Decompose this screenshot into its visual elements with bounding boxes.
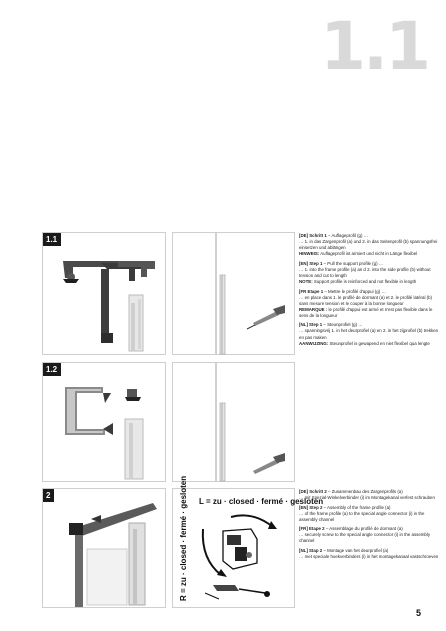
instruction-line (299, 267, 439, 279)
instruction-heading: REMARQUE : (299, 306, 328, 312)
instruction-heading: [NL] Stap 2 (299, 547, 323, 553)
instruction-text: – Mettre le profilé d'appui (g) … (323, 288, 386, 294)
instruction-paragraph (299, 548, 439, 560)
instruction-line (299, 532, 439, 544)
step-1-2-profile-panel (42, 362, 166, 482)
instruction-heading: HINWEIS: (299, 251, 320, 257)
instruction-text: … mit Spezial-Winkelverbinder (i) im Montagekanal verfest schrauben (299, 495, 435, 501)
instruction-paragraph (299, 505, 439, 523)
instruction-line (299, 554, 439, 560)
instruction-line (299, 295, 439, 307)
instruction-text: … 1. in das Zargenprofil (a) und 2. in das Seitenprofil (b) spannungsfrei einsetzen und ablängen (299, 239, 438, 251)
step-2-instructions (299, 489, 439, 564)
side-profile-illustration (43, 363, 165, 481)
instruction-text: – Steunprofiel (g) … (322, 322, 363, 328)
instruction-text: … met speciale hoekverbinders (i) in het montagekanaal vastschroeven (299, 554, 439, 560)
step-badge: 2 (43, 489, 54, 502)
instruction-heading: [EN] Step 1 (299, 260, 323, 266)
instruction-heading: [DE] Schritt 1 (299, 233, 327, 238)
section-number: 1.1 (320, 8, 428, 85)
instruction-text: Support profile is reinforced and not flexible in length (312, 279, 417, 285)
instruction-text: – Auflageprofil (g) … (326, 233, 369, 238)
page-number: 5 (415, 608, 421, 618)
support-profile-illustration (173, 363, 294, 481)
step-1-1-profile-panel (42, 232, 166, 355)
step-2-profile-panel (42, 488, 166, 608)
instruction-heading: [FR Etape 1 (299, 288, 324, 294)
instruction-line (299, 251, 439, 257)
support-profile-illustration (173, 233, 294, 354)
step-1-instructions (299, 233, 439, 350)
step-1-2-support-panel (172, 362, 295, 482)
instruction-text: Steunprofiel is gewapend en niet flexibel qua lengte (328, 340, 430, 346)
instruction-line (299, 495, 439, 501)
instruction-paragraph (299, 233, 439, 257)
instruction-text: – Montage van het deurprofiel (a) (322, 547, 389, 553)
instruction-line (299, 341, 439, 347)
instruction-text: – Zusammenbau des Zargenprofils (a) (326, 489, 403, 494)
instruction-text: … en place dans 1. le profilé de dormant (a) et 2. le profilé latéral (b) sans mesure tension et le couper à la bonne longueur (299, 294, 433, 306)
step-badge: 1.1 (43, 233, 61, 246)
instruction-paragraph (299, 289, 439, 319)
closed-right-label: R = zu · closed · fermé · gesloten (179, 475, 188, 601)
closed-left-label: L = zu · closed · fermé · gesloten (199, 497, 324, 506)
instruction-heading: [NL] Step 1 (299, 322, 323, 328)
instruction-line (299, 279, 439, 285)
instruction-text: … spanningsvrij 1. in het deurprofiel (a) en 2. in het zijprofiel (b) trekken en pas maken (299, 328, 439, 340)
instruction-text: … 1. into the frame profile (a) an d 2. into the side profile (b) without tension and cut to length (299, 266, 431, 278)
instruction-paragraph (299, 489, 439, 501)
instruction-heading: [EN] Step 2 (299, 504, 323, 510)
instruction-paragraph (299, 526, 439, 544)
instruction-paragraph (299, 322, 439, 346)
instruction-text: le profilé d'appui est armé et n'est pas flexible dans le sens de la longueur (299, 306, 433, 318)
instruction-text: Auflageprofil ist armiert und nicht in Länge flexibel (319, 251, 418, 257)
instruction-line (299, 307, 439, 319)
instruction-text: – Assemblage du profilé de dormant (a) (324, 526, 403, 532)
instruction-heading: NOTE: (299, 279, 313, 285)
instruction-text: … securely screw to the special angle connector (i) in the assembly channel (299, 532, 431, 544)
instruction-line (299, 239, 439, 251)
instruction-paragraph (299, 261, 439, 285)
step-badge: 1.2 (43, 363, 61, 376)
instruction-text: … of the frame profile (a) to the special angle connector (i) in the assembly channel (299, 510, 425, 522)
instruction-line (299, 511, 439, 523)
frame-profile-illustration (43, 233, 165, 354)
instruction-text: – Assembly of the frame profile (a) (322, 504, 391, 510)
frame-assembly-illustration (43, 489, 165, 607)
instruction-heading: [FR] Etape 2 (299, 526, 325, 532)
instruction-heading: AANWIJZING: (299, 340, 329, 346)
instruction-line (299, 328, 439, 340)
angle-connector-illustration (173, 489, 294, 607)
instruction-heading: [DE] Schritt 2 (299, 489, 327, 494)
instruction-text: – Pull the support profile (g) … (322, 260, 384, 266)
step-1-1-support-panel (172, 232, 295, 355)
